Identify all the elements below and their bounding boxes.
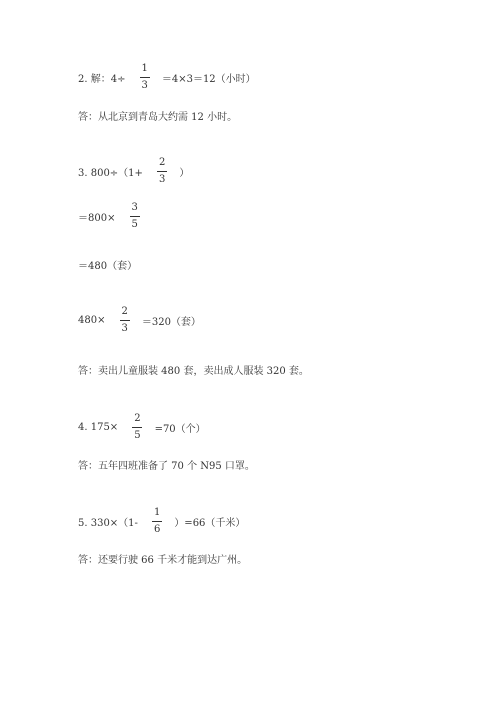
equation-text: ＝4×3＝12（小时） <box>161 74 256 85</box>
equation-text: ＝800× <box>78 213 116 224</box>
fraction <box>157 158 167 185</box>
equation-text: ＝320（套） <box>141 317 201 328</box>
fraction <box>132 414 142 441</box>
fraction <box>152 508 162 535</box>
fraction <box>119 307 129 334</box>
problem-4-equation <box>78 414 206 441</box>
answer-text: 答：卖出儿童服装 480 套，卖出成人服装 320 套。 <box>78 366 309 377</box>
fraction <box>139 64 149 91</box>
denominator: 5 <box>131 219 138 230</box>
problem-3-answer <box>78 362 309 377</box>
numerator: 1 <box>141 63 148 74</box>
equation-text: =70（个） <box>154 424 206 435</box>
answer-text: 答：从北京到青岛大约需 12 小时。 <box>78 112 238 123</box>
numerator: 2 <box>158 157 166 168</box>
denominator: 5 <box>134 430 141 441</box>
problem-2-equation <box>78 64 256 91</box>
problem-2-answer <box>78 108 237 123</box>
answer-text: 答：五年四班准备了 70 个 N95 口罩。 <box>78 461 255 472</box>
problem-4-answer <box>78 457 255 472</box>
numerator: 2 <box>134 413 141 424</box>
fraction <box>129 203 139 230</box>
denominator: 6 <box>153 524 161 535</box>
problem-3-step <box>78 203 152 230</box>
problem-5-answer <box>78 551 247 566</box>
problem-3-equation <box>78 158 189 185</box>
equation-text: 480× <box>78 315 106 326</box>
answer-text: 答：还要行驶 66 千米才能到达广州。 <box>78 555 248 566</box>
denominator: 3 <box>141 80 148 91</box>
problem-3-step <box>78 257 137 272</box>
numerator: 1 <box>153 507 161 518</box>
numerator: 2 <box>121 306 128 317</box>
equation-text: 4. 175× <box>78 422 119 433</box>
equation-text: ）=66（千米） <box>174 518 246 529</box>
equation-text: 2. 解：4÷ <box>78 74 126 85</box>
equation-text: ） <box>179 168 190 179</box>
problem-5-equation <box>78 508 245 535</box>
denominator: 3 <box>158 174 166 185</box>
equation-text: 3. 800÷（1+ <box>78 168 143 179</box>
problem-3-step <box>78 307 201 334</box>
equation-text: ＝480（套） <box>78 261 138 272</box>
denominator: 3 <box>121 323 128 334</box>
numerator: 3 <box>131 202 138 213</box>
equation-text: 5. 330×（1- <box>78 518 138 529</box>
